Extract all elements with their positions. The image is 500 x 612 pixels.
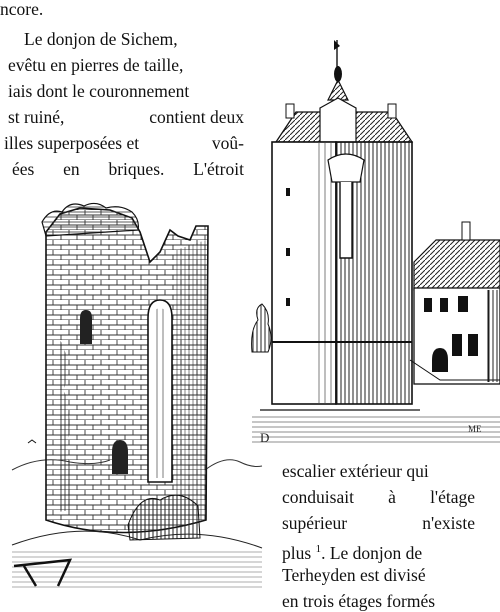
text-word: ées [12, 159, 35, 179]
text-line: ncore. [0, 0, 44, 19]
text-line: en trois étages formés [282, 591, 436, 611]
text-line: escalier extérieur qui [282, 461, 429, 481]
text-line: evêtu en pierres de taille, [8, 55, 184, 75]
text-word: contient deux [149, 107, 244, 127]
text-word: l'étage [430, 487, 475, 507]
engraver-signature-left: D [260, 430, 270, 445]
text-word: illes superposées et [4, 133, 140, 153]
text-word: voû- [211, 133, 244, 153]
ruined-tower-drawing [12, 203, 262, 588]
text-word: en [63, 159, 80, 179]
text-word: à [388, 487, 396, 507]
engraver-signature-right: ME [468, 424, 482, 434]
text-word: briques. [108, 159, 165, 179]
text-line: Le donjon de Sichem, [24, 29, 178, 49]
text-word: . Le donjon de [321, 542, 423, 563]
square-tower-drawing [252, 40, 500, 444]
text-word: n'existe [422, 513, 475, 533]
text-word: conduisait [282, 487, 354, 507]
text-word: st ruiné, [8, 107, 65, 127]
text-word: supérieur [282, 513, 348, 533]
text-line [282, 486, 475, 508]
text-line: Terheyden est divisé [282, 565, 426, 585]
text-word: L'étroit [193, 159, 244, 179]
text-line: iais dont le couronnement [8, 81, 190, 101]
text-word: plus [282, 542, 312, 563]
text-line [282, 512, 475, 534]
text-line [282, 538, 422, 564]
footnote-marker: 1 [315, 543, 322, 555]
